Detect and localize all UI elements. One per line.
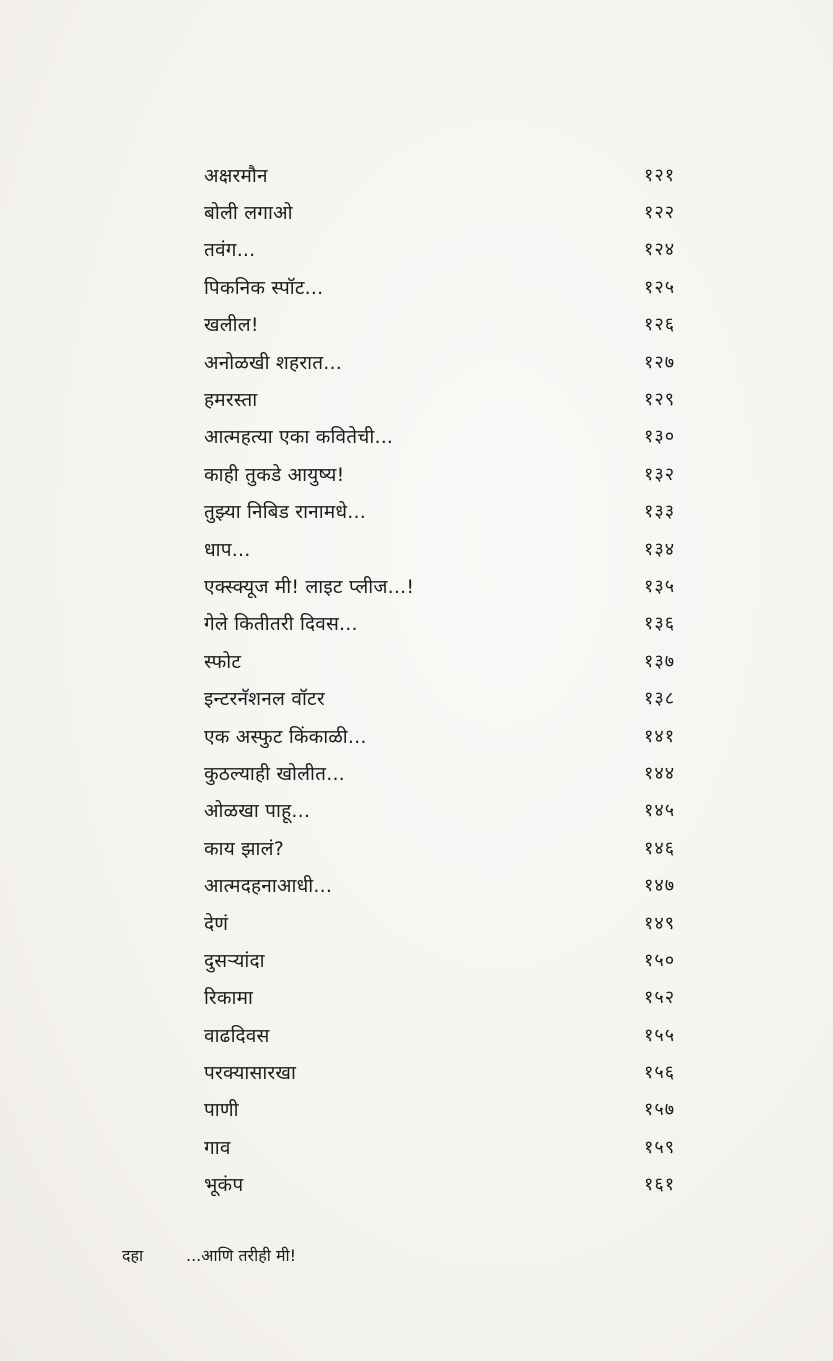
toc-entry-title: वाढदिवस — [204, 1024, 270, 1047]
toc-entry — [204, 754, 694, 791]
toc-entry — [204, 792, 694, 829]
toc-entry — [204, 380, 694, 417]
toc-entry — [204, 642, 694, 679]
toc-entry-page: १५७ — [644, 1099, 676, 1121]
toc-entry-page: १२१ — [644, 164, 676, 186]
toc-entry-page: १२४ — [644, 239, 676, 261]
toc-entry-title: दुसऱ्यांदा — [204, 949, 265, 972]
toc-entry-page: १३५ — [644, 575, 676, 597]
toc-entry-title: तवंग... — [204, 239, 256, 262]
toc-entry-title: एक अस्फुट किंकाळी... — [204, 725, 367, 748]
toc-entry-title: भूकंप — [204, 1174, 244, 1197]
toc-entry — [204, 941, 694, 978]
toc-entry — [204, 1128, 694, 1165]
toc-entry — [204, 455, 694, 492]
toc-entry-title: गाव — [204, 1136, 231, 1159]
toc-entry-title: आत्महत्या एका कवितेची... — [204, 426, 394, 449]
toc-entry-title: काही तुकडे आयुष्य! — [204, 463, 345, 486]
toc-entry-title: एक्स्क्यूज मी! लाइट प्लीज...! — [204, 575, 415, 598]
toc-entry-page: १५५ — [644, 1024, 676, 1046]
toc-entry-page: १५६ — [644, 1062, 676, 1084]
toc-entry — [204, 904, 694, 941]
toc-entry-page: १५९ — [644, 1136, 676, 1158]
toc-entry-page: १४१ — [644, 725, 676, 747]
toc-entry-page: १४७ — [644, 875, 676, 897]
toc-entry-title: रिकामा — [204, 987, 254, 1010]
toc-entry-title: तुझ्या निबिड रानामधे... — [204, 501, 367, 524]
page-footer — [0, 1244, 833, 1274]
toc-entry — [204, 231, 694, 268]
toc-entry-page: १५० — [644, 949, 676, 971]
toc-entry — [204, 193, 694, 230]
toc-entry — [204, 418, 694, 455]
toc-entry-page: १२६ — [644, 314, 676, 336]
toc-entry-title: पिकनिक स्पॉट... — [204, 276, 324, 299]
toc-entry — [204, 530, 694, 567]
toc-entry-title: परक्यासारखा — [204, 1062, 297, 1085]
toc-entry — [204, 268, 694, 305]
toc-entry-title: अनोळखी शहरात... — [204, 351, 342, 374]
toc-entry-title: आत्मदहनाआधी... — [204, 875, 333, 898]
toc-entry-title: काय झालं? — [204, 837, 285, 860]
toc-entry — [204, 1091, 694, 1128]
toc-entry — [204, 679, 694, 716]
toc-entry — [204, 493, 694, 530]
footer-page-number: दहा — [122, 1246, 144, 1265]
toc-entry-title: इन्टरनॅशनल वॉटर — [204, 688, 325, 711]
toc-entry-page: १३६ — [644, 613, 676, 635]
toc-entry — [204, 605, 694, 642]
toc-entry-page: १३२ — [644, 463, 676, 485]
toc-entry — [204, 979, 694, 1016]
toc-entry-title: देणं — [204, 912, 229, 935]
table-of-contents — [204, 156, 694, 1203]
toc-entry — [204, 567, 694, 604]
toc-entry — [204, 1016, 694, 1053]
toc-entry-title: खलील! — [204, 314, 259, 337]
toc-entry — [204, 1053, 694, 1090]
toc-entry-page: १४६ — [644, 837, 676, 859]
toc-entry — [204, 306, 694, 343]
toc-entry-page: १२७ — [644, 351, 676, 373]
toc-entry-title: धाप... — [204, 538, 251, 561]
toc-entry-page: १३८ — [644, 688, 676, 710]
toc-entry-page: १६१ — [644, 1174, 676, 1196]
toc-entry-page: १४९ — [644, 912, 676, 934]
toc-entry-page: १२९ — [644, 389, 676, 411]
toc-entry-title: हमरस्ता — [204, 389, 258, 412]
toc-entry-title: कुठल्याही खोलीत... — [204, 762, 345, 785]
toc-entry — [204, 1166, 694, 1203]
toc-entry-page: १२२ — [644, 202, 676, 224]
toc-entry-page: १२५ — [644, 276, 676, 298]
toc-entry — [204, 829, 694, 866]
toc-entry — [204, 343, 694, 380]
toc-entry — [204, 717, 694, 754]
toc-entry-page: १४४ — [644, 762, 676, 784]
toc-entry-page: १३० — [644, 426, 676, 448]
toc-entry-page: १५२ — [644, 987, 676, 1009]
toc-entry — [204, 866, 694, 903]
toc-entry-title: स्फोट — [204, 650, 242, 673]
toc-entry-title: ओळखा पाहू... — [204, 800, 311, 823]
toc-entry-title: गेले कितीतरी दिवस... — [204, 613, 358, 636]
toc-entry-page: १३३ — [644, 501, 676, 523]
toc-entry-page: १३७ — [644, 650, 676, 672]
footer-book-title: ...आणि तरीही मी! — [186, 1246, 297, 1265]
toc-entry — [204, 156, 694, 193]
toc-entry-page: १४५ — [644, 800, 676, 822]
toc-entry-title: बोली लगाओ — [204, 202, 293, 225]
toc-entry-page: १३४ — [644, 538, 676, 560]
toc-entry-title: पाणी — [204, 1099, 239, 1122]
toc-entry-title: अक्षरमौन — [204, 164, 268, 187]
